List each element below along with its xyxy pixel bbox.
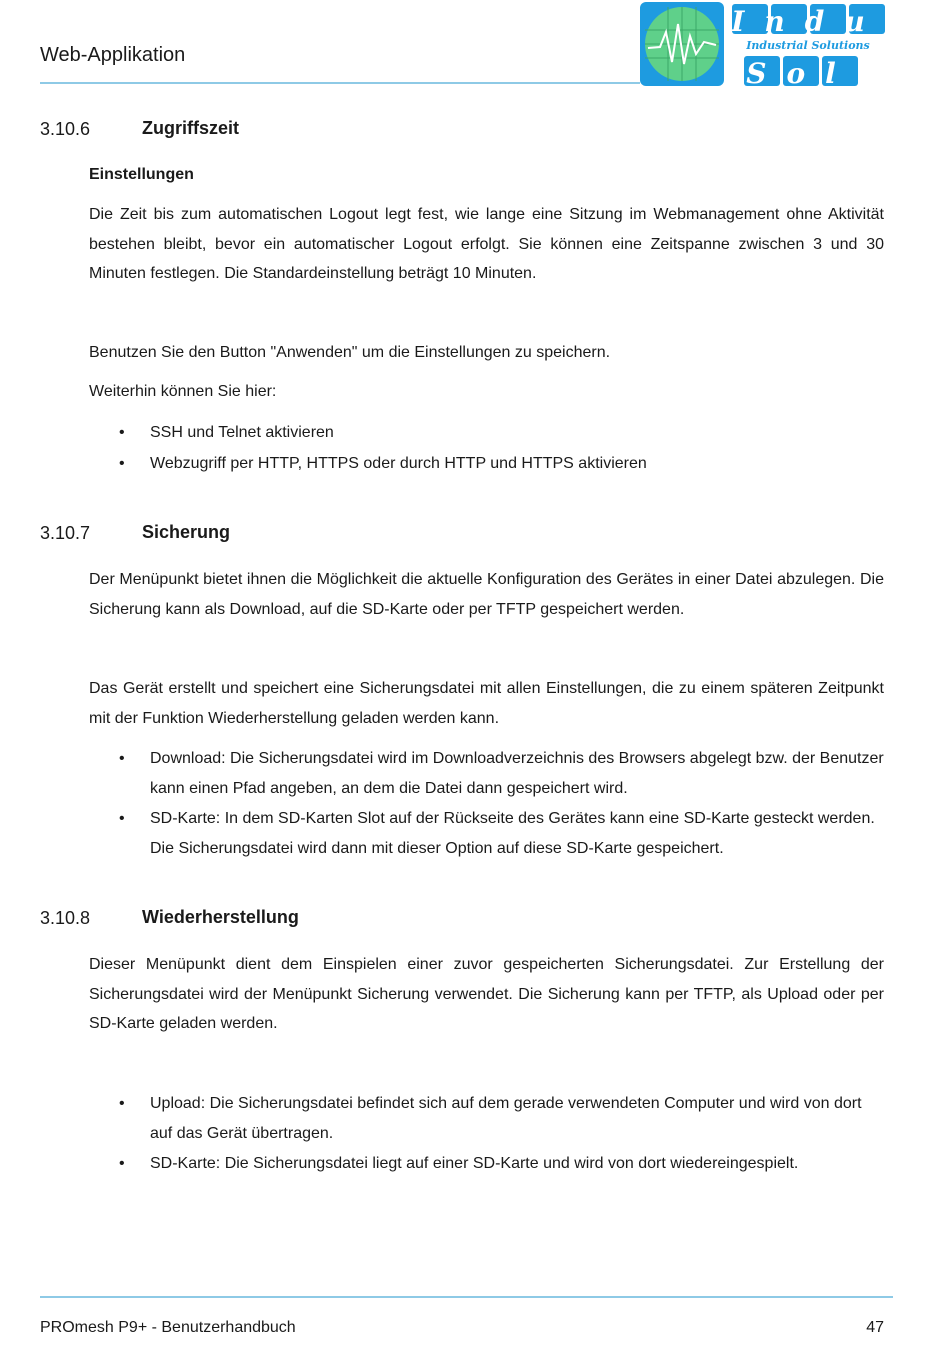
section-number: 3.10.8 [40,908,91,928]
section-title: Zugriffszeit [142,118,239,138]
section-number: 3.10.6 [40,119,91,139]
list-item: Webzugriff per HTTP, HTTPS oder durch HTTP und HTTPS aktivieren [150,455,647,472]
bullet-icon: • [119,750,125,767]
list-item: SD-Karte: Die Sicherungsdatei liegt auf einer SD-Karte und wird von dort wiedereingespielt. [150,1155,799,1172]
paragraph: Dieser Menüpunkt dient dem Einspielen einer zuvor gespeicherten Sicherungsdatei. Zur Erstellung der Sicherungsdatei wird der Menüpunkt Sicherung verwendet. Die Sicherung kann per TFTP, als Upload oder per SD-Karte geladen werden. [89,956,884,1032]
bullet-icon: • [119,424,125,441]
list-item: SD-Karte: In dem SD-Karten Slot auf der Rückseite des Gerätes kann eine SD-Karte gesteckt werden. Die Sicherungsdatei wird dann mit dieser Option auf diese SD-Karte gespeichert. [150,810,875,857]
logo-text-bottom: Sol [746,57,856,86]
list-item: Upload: Die Sicherungsdatei befindet sich auf dem gerade verwendeten Computer und wird von dort auf das Gerät übertragen. [150,1095,862,1142]
section-title: Sicherung [142,522,231,542]
paragraph: Das Gerät erstellt und speichert eine Sicherungsdatei mit allen Einstellungen, die zu einem späteren Zeitpunkt mit der Funktion Wiederherstellung geladen werden kann. [89,680,884,727]
paragraph: Der Menüpunkt bietet ihnen die Möglichkeit die aktuelle Konfiguration des Gerätes in einer Datei abzulegen. Die Sicherung kann als Download, auf die SD-Karte oder per TFTP gespeichert werden. [89,571,884,618]
footer-title: PROmesh P9+ - Benutzerhandbuch [40,1319,296,1336]
section-title: Wiederherstellung [142,907,299,927]
indusol-logo [640,2,892,86]
header-title: Web-Applikation [40,44,186,66]
bullet-icon: • [119,810,125,827]
paragraph: Weiterhin können Sie hier: [89,383,277,400]
bullet-icon: • [119,1095,125,1112]
list-item: SSH und Telnet aktivieren [150,424,334,441]
logo-tagline: Industrial Solutions [746,39,870,52]
paragraph: Die Zeit bis zum automatischen Logout legt fest, wie lange eine Sitzung im Webmanagement ohne Aktivität bestehen bleibt, bevor ein automatischer Logout erfolgt. Sie können eine Zeitspanne zwischen 3 und 30 Minuten festlegen. Die Standardeinstellung beträgt 10 Minuten. [89,206,884,282]
list-item: Download: Die Sicherungsdatei wird im Downloadverzeichnis des Browsers abgelegt bzw. der Benutzer kann einen Pfad angeben, an dem die Datei dann gespeichert wird. [150,750,884,797]
bullet-icon: • [119,455,125,472]
section-number: 3.10.7 [40,523,91,543]
page-number: 47 [866,1319,884,1336]
header-rule [40,82,640,84]
paragraph: Benutzen Sie den Button "Anwenden" um die Einstellungen zu speichern. [89,344,611,361]
footer-rule [40,1296,893,1298]
subheading: Einstellungen [89,166,194,183]
logo-text-top: Indu [731,5,885,38]
bullet-icon: • [119,1155,125,1172]
